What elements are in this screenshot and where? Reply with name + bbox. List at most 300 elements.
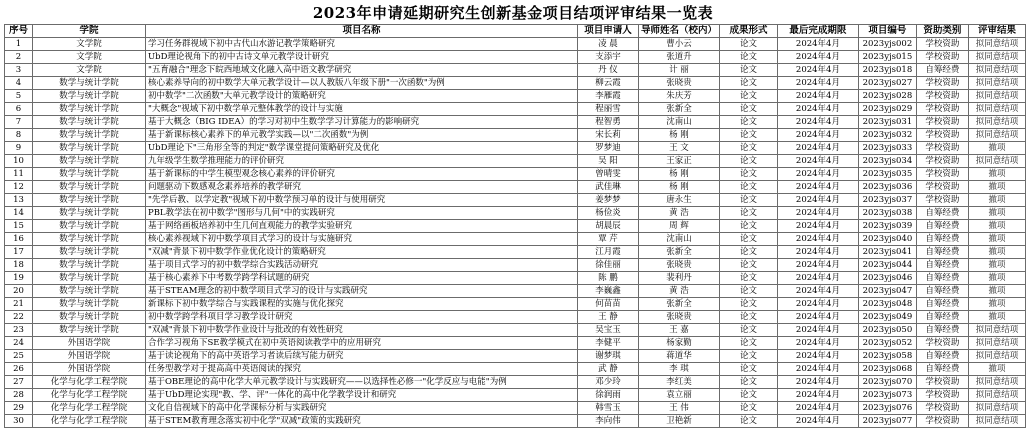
cell-project-name[interactable]: 九年级学生数学推理能力的评价研究 xyxy=(145,155,577,168)
cell-output-form[interactable]: 论文 xyxy=(719,272,777,285)
cell-advisor[interactable]: 杨 刚 xyxy=(638,129,719,142)
cell-review-result[interactable]: 撤项 xyxy=(968,142,1025,155)
cell-project-name[interactable]: UbD理论视角下的初中古诗文单元教学设计研究 xyxy=(145,51,577,64)
cell-output-form[interactable]: 论文 xyxy=(719,259,777,272)
cell-applicant[interactable]: 李巍鑫 xyxy=(577,285,638,298)
cell-number[interactable]: 17 xyxy=(5,246,33,259)
cell-deadline[interactable]: 2024年4月 xyxy=(777,389,858,402)
cell-applicant[interactable]: 江月霞 xyxy=(577,246,638,259)
cell-output-form[interactable]: 论文 xyxy=(719,311,777,324)
cell-output-form[interactable]: 论文 xyxy=(719,64,777,77)
cell-number[interactable]: 14 xyxy=(5,207,33,220)
cell-deadline[interactable]: 2024年4月 xyxy=(777,259,858,272)
cell-college[interactable]: 数学与统计学院 xyxy=(32,233,145,246)
cell-number[interactable]: 18 xyxy=(5,259,33,272)
cell-review-result[interactable]: 拟同意结项 xyxy=(968,415,1025,428)
cell-number[interactable]: 24 xyxy=(5,337,33,350)
cell-project-name[interactable]: "先学后教、以学定教"视域下初中数学预习单的设计与使用研究 xyxy=(145,194,577,207)
cell-college[interactable]: 数学与统计学院 xyxy=(32,207,145,220)
cell-advisor[interactable]: 张道升 xyxy=(638,51,719,64)
cell-review-result[interactable]: 撤项 xyxy=(968,298,1025,311)
cell-output-form[interactable]: 论文 xyxy=(719,103,777,116)
cell-advisor[interactable]: 周 辉 xyxy=(638,220,719,233)
cell-project-name[interactable]: 基于UbD理论实现"教、学、评"一体化的高中化学教学设计和研究 xyxy=(145,389,577,402)
cell-project-name[interactable]: 新课标下初中数学综合与实践课程的实施与优化探究 xyxy=(145,298,577,311)
cell-review-result[interactable]: 撤项 xyxy=(968,259,1025,272)
column-header-advisor[interactable]: 导师姓名（校内） xyxy=(638,25,719,38)
cell-project-code[interactable]: 2023yjs073 xyxy=(858,389,916,402)
cell-funding-type[interactable]: 学校资助 xyxy=(916,142,968,155)
cell-output-form[interactable]: 论文 xyxy=(719,415,777,428)
cell-funding-type[interactable]: 学校资助 xyxy=(916,155,968,168)
cell-funding-type[interactable]: 学校资助 xyxy=(916,168,968,181)
cell-college[interactable]: 数学与统计学院 xyxy=(32,77,145,90)
cell-project-code[interactable]: 2023yjs038 xyxy=(858,207,916,220)
cell-funding-type[interactable]: 学校资助 xyxy=(916,90,968,103)
cell-college[interactable]: 数学与统计学院 xyxy=(32,285,145,298)
cell-deadline[interactable]: 2024年4月 xyxy=(777,103,858,116)
cell-funding-type[interactable]: 学校资助 xyxy=(916,389,968,402)
cell-number[interactable]: 20 xyxy=(5,285,33,298)
cell-funding-type[interactable]: 自筹经费 xyxy=(916,350,968,363)
cell-project-code[interactable]: 2023yjs036 xyxy=(858,181,916,194)
cell-applicant[interactable]: 程智勇 xyxy=(577,116,638,129)
cell-applicant[interactable]: 何苗苗 xyxy=(577,298,638,311)
cell-project-name[interactable]: 基于STEM教育理念落实初中化学"双减"政策的实践研究 xyxy=(145,415,577,428)
cell-project-name[interactable]: 基于STEAM理念的初中数学项目式学习的设计与实践研究 xyxy=(145,285,577,298)
cell-advisor[interactable]: 王 伟 xyxy=(638,402,719,415)
cell-project-code[interactable]: 2023yjs041 xyxy=(858,246,916,259)
cell-review-result[interactable]: 撤项 xyxy=(968,194,1025,207)
cell-funding-type[interactable]: 学校资助 xyxy=(916,415,968,428)
cell-deadline[interactable]: 2024年4月 xyxy=(777,298,858,311)
cell-applicant[interactable]: 支添宇 xyxy=(577,51,638,64)
cell-project-name[interactable]: 问题驱动下数感观念素养培养的教学研究 xyxy=(145,181,577,194)
cell-review-result[interactable]: 撤项 xyxy=(968,363,1025,376)
cell-funding-type[interactable]: 学校资助 xyxy=(916,194,968,207)
cell-project-name[interactable]: "大概念"视域下初中数学单元整体教学的设计与实施 xyxy=(145,103,577,116)
cell-applicant[interactable]: 李向伟 xyxy=(577,415,638,428)
cell-deadline[interactable]: 2024年4月 xyxy=(777,38,858,51)
cell-funding-type[interactable]: 自筹经费 xyxy=(916,311,968,324)
cell-deadline[interactable]: 2024年4月 xyxy=(777,363,858,376)
cell-applicant[interactable]: 宋长莉 xyxy=(577,129,638,142)
cell-project-code[interactable]: 2023yjs015 xyxy=(858,51,916,64)
cell-review-result[interactable]: 拟同意结项 xyxy=(968,64,1025,77)
cell-deadline[interactable]: 2024年4月 xyxy=(777,116,858,129)
column-header-college[interactable]: 学院 xyxy=(32,25,145,38)
cell-review-result[interactable]: 拟同意结项 xyxy=(968,376,1025,389)
cell-applicant[interactable]: 李健平 xyxy=(577,337,638,350)
cell-number[interactable]: 6 xyxy=(5,103,33,116)
cell-number[interactable]: 8 xyxy=(5,129,33,142)
cell-funding-type[interactable]: 学校资助 xyxy=(916,38,968,51)
cell-deadline[interactable]: 2024年4月 xyxy=(777,415,858,428)
cell-deadline[interactable]: 2024年4月 xyxy=(777,64,858,77)
cell-output-form[interactable]: 论文 xyxy=(719,181,777,194)
cell-funding-type[interactable]: 学校资助 xyxy=(916,77,968,90)
cell-number[interactable]: 5 xyxy=(5,90,33,103)
cell-project-code[interactable]: 2023yjs070 xyxy=(858,376,916,389)
cell-college[interactable]: 数学与统计学院 xyxy=(32,194,145,207)
cell-funding-type[interactable]: 学校资助 xyxy=(916,129,968,142)
cell-project-code[interactable]: 2023yjs031 xyxy=(858,116,916,129)
cell-funding-type[interactable]: 学校资助 xyxy=(916,103,968,116)
cell-applicant[interactable]: 谢梦琪 xyxy=(577,350,638,363)
cell-project-name[interactable]: 基于新课标的中学生模型观念核心素养的评价研究 xyxy=(145,168,577,181)
cell-review-result[interactable]: 拟同意结项 xyxy=(968,103,1025,116)
cell-applicant[interactable]: 吴宝玉 xyxy=(577,324,638,337)
cell-number[interactable]: 27 xyxy=(5,376,33,389)
cell-applicant[interactable]: 陈 鹏 xyxy=(577,272,638,285)
cell-project-code[interactable]: 2023yjs039 xyxy=(858,220,916,233)
cell-number[interactable]: 29 xyxy=(5,402,33,415)
cell-output-form[interactable]: 论文 xyxy=(719,194,777,207)
cell-funding-type[interactable]: 学校资助 xyxy=(916,337,968,350)
cell-project-name[interactable]: 基于项目式学习的初中数学综合实践活动研究 xyxy=(145,259,577,272)
cell-project-code[interactable]: 2023yjs032 xyxy=(858,129,916,142)
cell-output-form[interactable]: 论文 xyxy=(719,142,777,155)
cell-advisor[interactable]: 杨家勤 xyxy=(638,337,719,350)
cell-project-code[interactable]: 2023yjs037 xyxy=(858,194,916,207)
cell-review-result[interactable]: 拟同意结项 xyxy=(968,337,1025,350)
cell-college[interactable]: 数学与统计学院 xyxy=(32,181,145,194)
cell-advisor[interactable]: 李红美 xyxy=(638,376,719,389)
cell-review-result[interactable]: 拟同意结项 xyxy=(968,350,1025,363)
cell-review-result[interactable]: 撤项 xyxy=(968,220,1025,233)
cell-deadline[interactable]: 2024年4月 xyxy=(777,77,858,90)
cell-number[interactable]: 30 xyxy=(5,415,33,428)
cell-project-name[interactable]: 初中数学跨学科项目学习教学设计研究 xyxy=(145,311,577,324)
column-header-no[interactable]: 序号 xyxy=(5,25,33,38)
cell-applicant[interactable]: 覃 芹 xyxy=(577,233,638,246)
cell-project-code[interactable]: 2023yjs049 xyxy=(858,311,916,324)
cell-applicant[interactable]: 韩雪玉 xyxy=(577,402,638,415)
cell-project-name[interactable]: "双减"背景下初中数学作业优化设计的策略研究 xyxy=(145,246,577,259)
cell-funding-type[interactable]: 自筹经费 xyxy=(916,64,968,77)
cell-applicant[interactable]: 邓少玲 xyxy=(577,376,638,389)
cell-college[interactable]: 外国语学院 xyxy=(32,363,145,376)
cell-review-result[interactable]: 撤项 xyxy=(968,207,1025,220)
cell-applicant[interactable]: 王 静 xyxy=(577,311,638,324)
cell-number[interactable]: 7 xyxy=(5,116,33,129)
cell-applicant[interactable]: 罗梦迪 xyxy=(577,142,638,155)
cell-number[interactable]: 2 xyxy=(5,51,33,64)
cell-funding-type[interactable]: 自筹经费 xyxy=(916,246,968,259)
cell-deadline[interactable]: 2024年4月 xyxy=(777,129,858,142)
cell-funding-type[interactable]: 学校资助 xyxy=(916,116,968,129)
cell-funding-type[interactable]: 自筹经费 xyxy=(916,363,968,376)
cell-project-name[interactable]: 基于核心素养下中考数学跨学科试题的研究 xyxy=(145,272,577,285)
cell-output-form[interactable]: 论文 xyxy=(719,298,777,311)
cell-project-name[interactable]: 基于读论视角下的高中英语学习者读后续写能力研究 xyxy=(145,350,577,363)
cell-advisor[interactable]: 袁立丽 xyxy=(638,389,719,402)
cell-funding-type[interactable]: 学校资助 xyxy=(916,402,968,415)
cell-college[interactable]: 数学与统计学院 xyxy=(32,168,145,181)
cell-review-result[interactable]: 拟同意结项 xyxy=(968,402,1025,415)
cell-funding-type[interactable]: 学校资助 xyxy=(916,181,968,194)
cell-project-code[interactable]: 2023yjs034 xyxy=(858,155,916,168)
cell-deadline[interactable]: 2024年4月 xyxy=(777,311,858,324)
cell-applicant[interactable]: 凌 晨 xyxy=(577,38,638,51)
cell-deadline[interactable]: 2024年4月 xyxy=(777,51,858,64)
cell-deadline[interactable]: 2024年4月 xyxy=(777,337,858,350)
cell-project-code[interactable]: 2023yjs002 xyxy=(858,38,916,51)
column-header-code[interactable]: 项目编号 xyxy=(858,25,916,38)
cell-advisor[interactable]: 张新全 xyxy=(638,246,719,259)
cell-output-form[interactable]: 论文 xyxy=(719,38,777,51)
cell-deadline[interactable]: 2024年4月 xyxy=(777,272,858,285)
cell-project-name[interactable]: 基于OBE理论的高中化学大单元教学设计与实践研究——以选择性必修一"化学反应与电能"为例 xyxy=(145,376,577,389)
cell-advisor[interactable]: 裴利丹 xyxy=(638,272,719,285)
cell-advisor[interactable]: 张新全 xyxy=(638,103,719,116)
column-header-fund[interactable]: 资助类别 xyxy=(916,25,968,38)
cell-project-code[interactable]: 2023yjs048 xyxy=(858,298,916,311)
cell-advisor[interactable]: 李 琪 xyxy=(638,363,719,376)
cell-college[interactable]: 外国语学院 xyxy=(32,350,145,363)
cell-project-code[interactable]: 2023yjs076 xyxy=(858,402,916,415)
cell-deadline[interactable]: 2024年4月 xyxy=(777,220,858,233)
cell-advisor[interactable]: 杨 刚 xyxy=(638,168,719,181)
cell-funding-type[interactable]: 自筹经费 xyxy=(916,233,968,246)
cell-project-name[interactable]: 核心素养视域下初中数学项目式学习的设计与实施研究 xyxy=(145,233,577,246)
cell-advisor[interactable]: 蒋道华 xyxy=(638,350,719,363)
cell-project-name[interactable]: 初中数学"二次函数"大单元教学设计的策略研究 xyxy=(145,90,577,103)
cell-advisor[interactable]: 杨 刚 xyxy=(638,181,719,194)
cell-deadline[interactable]: 2024年4月 xyxy=(777,168,858,181)
cell-project-code[interactable]: 2023yjs035 xyxy=(858,168,916,181)
cell-applicant[interactable]: 姜梦梦 xyxy=(577,194,638,207)
cell-advisor[interactable]: 张晓贵 xyxy=(638,77,719,90)
cell-output-form[interactable]: 论文 xyxy=(719,51,777,64)
cell-funding-type[interactable]: 自筹经费 xyxy=(916,207,968,220)
cell-output-form[interactable]: 论文 xyxy=(719,168,777,181)
cell-output-form[interactable]: 论文 xyxy=(719,389,777,402)
cell-advisor[interactable]: 唐永生 xyxy=(638,194,719,207)
cell-project-code[interactable]: 2023yjs028 xyxy=(858,90,916,103)
cell-college[interactable]: 数学与统计学院 xyxy=(32,90,145,103)
cell-output-form[interactable]: 论文 xyxy=(719,246,777,259)
cell-review-result[interactable]: 撤项 xyxy=(968,285,1025,298)
cell-applicant[interactable]: 徐润雨 xyxy=(577,389,638,402)
cell-review-result[interactable]: 撤项 xyxy=(968,246,1025,259)
cell-project-name[interactable]: 核心素养导向的初中数学大单元教学设计—以人教版八年级下册"一次函数"为例 xyxy=(145,77,577,90)
cell-project-name[interactable]: UbD理论下"三角形全等的判定"数学课堂提问策略研究及优化 xyxy=(145,142,577,155)
cell-output-form[interactable]: 论文 xyxy=(719,220,777,233)
cell-applicant[interactable]: 武佳琳 xyxy=(577,181,638,194)
cell-applicant[interactable]: 杨俭炎 xyxy=(577,207,638,220)
cell-college[interactable]: 化学与化学工程学院 xyxy=(32,376,145,389)
cell-project-name[interactable]: 基于大概念（BIG IDEA）的学习对初中生数学学习计算能力的影响研究 xyxy=(145,116,577,129)
cell-applicant[interactable]: 武 静 xyxy=(577,363,638,376)
cell-deadline[interactable]: 2024年4月 xyxy=(777,142,858,155)
cell-output-form[interactable]: 论文 xyxy=(719,363,777,376)
cell-review-result[interactable]: 撤项 xyxy=(968,311,1025,324)
cell-project-name[interactable]: 基于新课标核心素养下的单元教学实践—以"二次函数"为例 xyxy=(145,129,577,142)
cell-project-name[interactable]: PBL教学法在初中数学"图形与几何"中的实践研究 xyxy=(145,207,577,220)
cell-number[interactable]: 13 xyxy=(5,194,33,207)
cell-output-form[interactable]: 论文 xyxy=(719,376,777,389)
cell-project-code[interactable]: 2023yjs033 xyxy=(858,142,916,155)
cell-review-result[interactable]: 拟同意结项 xyxy=(968,51,1025,64)
cell-college[interactable]: 外国语学院 xyxy=(32,337,145,350)
cell-project-code[interactable]: 2023yjs046 xyxy=(858,272,916,285)
cell-number[interactable]: 28 xyxy=(5,389,33,402)
cell-review-result[interactable]: 拟同意结项 xyxy=(968,38,1025,51)
cell-advisor[interactable]: 张晓贵 xyxy=(638,311,719,324)
cell-deadline[interactable]: 2024年4月 xyxy=(777,194,858,207)
cell-project-code[interactable]: 2023yjs029 xyxy=(858,103,916,116)
cell-deadline[interactable]: 2024年4月 xyxy=(777,90,858,103)
cell-funding-type[interactable]: 学校资助 xyxy=(916,51,968,64)
cell-deadline[interactable]: 2024年4月 xyxy=(777,155,858,168)
cell-output-form[interactable]: 论文 xyxy=(719,207,777,220)
cell-advisor[interactable]: 卫艳新 xyxy=(638,415,719,428)
cell-review-result[interactable]: 拟同意结项 xyxy=(968,90,1025,103)
cell-advisor[interactable]: 朱庆芳 xyxy=(638,90,719,103)
cell-advisor[interactable]: 王家正 xyxy=(638,155,719,168)
cell-output-form[interactable]: 论文 xyxy=(719,116,777,129)
cell-applicant[interactable]: 柳云霞 xyxy=(577,77,638,90)
column-header-project[interactable]: 项目名称 xyxy=(145,25,577,38)
cell-college[interactable]: 数学与统计学院 xyxy=(32,311,145,324)
cell-college[interactable]: 数学与统计学院 xyxy=(32,259,145,272)
cell-project-code[interactable]: 2023yjs068 xyxy=(858,363,916,376)
cell-funding-type[interactable]: 自筹经费 xyxy=(916,220,968,233)
cell-college[interactable]: 化学与化学工程学院 xyxy=(32,389,145,402)
cell-funding-type[interactable]: 学校资助 xyxy=(916,376,968,389)
cell-applicant[interactable]: 徐佳丽 xyxy=(577,259,638,272)
cell-college[interactable]: 化学与化学工程学院 xyxy=(32,402,145,415)
cell-college[interactable]: 数学与统计学院 xyxy=(32,298,145,311)
cell-college[interactable]: 数学与统计学院 xyxy=(32,129,145,142)
cell-advisor[interactable]: 计 丽 xyxy=(638,64,719,77)
cell-output-form[interactable]: 论文 xyxy=(719,402,777,415)
cell-number[interactable]: 22 xyxy=(5,311,33,324)
cell-output-form[interactable]: 论文 xyxy=(719,77,777,90)
cell-output-form[interactable]: 论文 xyxy=(719,337,777,350)
cell-output-form[interactable]: 论文 xyxy=(719,285,777,298)
cell-advisor[interactable]: 曹小云 xyxy=(638,38,719,51)
cell-project-name[interactable]: 任务型教学对于提高高中英语阅读的探究 xyxy=(145,363,577,376)
cell-project-code[interactable]: 2023yjs027 xyxy=(858,77,916,90)
cell-college[interactable]: 数学与统计学院 xyxy=(32,103,145,116)
cell-number[interactable]: 19 xyxy=(5,272,33,285)
cell-applicant[interactable]: 胡晨辰 xyxy=(577,220,638,233)
cell-applicant[interactable]: 丹 仪 xyxy=(577,64,638,77)
cell-deadline[interactable]: 2024年4月 xyxy=(777,350,858,363)
cell-number[interactable]: 4 xyxy=(5,77,33,90)
cell-project-name[interactable]: 文化自信视域下的高中化学课标分析与实践研究 xyxy=(145,402,577,415)
cell-advisor[interactable]: 沈南山 xyxy=(638,116,719,129)
cell-college[interactable]: 数学与统计学院 xyxy=(32,220,145,233)
cell-project-code[interactable]: 2023yjs050 xyxy=(858,324,916,337)
column-header-result[interactable]: 评审结果 xyxy=(968,25,1025,38)
cell-project-code[interactable]: 2023yjs040 xyxy=(858,233,916,246)
cell-number[interactable]: 15 xyxy=(5,220,33,233)
cell-output-form[interactable]: 论文 xyxy=(719,233,777,246)
cell-college[interactable]: 数学与统计学院 xyxy=(32,116,145,129)
cell-review-result[interactable]: 撤项 xyxy=(968,233,1025,246)
cell-deadline[interactable]: 2024年4月 xyxy=(777,324,858,337)
cell-advisor[interactable]: 张晓贵 xyxy=(638,259,719,272)
cell-number[interactable]: 9 xyxy=(5,142,33,155)
cell-review-result[interactable]: 拟同意结项 xyxy=(968,155,1025,168)
cell-applicant[interactable]: 吴 阳 xyxy=(577,155,638,168)
cell-number[interactable]: 1 xyxy=(5,38,33,51)
cell-deadline[interactable]: 2024年4月 xyxy=(777,246,858,259)
cell-output-form[interactable]: 论文 xyxy=(719,90,777,103)
cell-number[interactable]: 12 xyxy=(5,181,33,194)
cell-output-form[interactable]: 论文 xyxy=(719,155,777,168)
cell-college[interactable]: 数学与统计学院 xyxy=(32,155,145,168)
column-header-form[interactable]: 成果形式 xyxy=(719,25,777,38)
cell-funding-type[interactable]: 自筹经费 xyxy=(916,298,968,311)
cell-advisor[interactable]: 黄 浩 xyxy=(638,207,719,220)
cell-deadline[interactable]: 2024年4月 xyxy=(777,207,858,220)
cell-deadline[interactable]: 2024年4月 xyxy=(777,402,858,415)
cell-project-code[interactable]: 2023yjs018 xyxy=(858,64,916,77)
cell-advisor[interactable]: 王 文 xyxy=(638,142,719,155)
column-header-leader[interactable]: 项目申请人 xyxy=(577,25,638,38)
cell-project-code[interactable]: 2023yjs047 xyxy=(858,285,916,298)
cell-funding-type[interactable]: 自筹经费 xyxy=(916,324,968,337)
cell-applicant[interactable]: 曾晴雯 xyxy=(577,168,638,181)
cell-college[interactable]: 数学与统计学院 xyxy=(32,246,145,259)
cell-number[interactable]: 26 xyxy=(5,363,33,376)
cell-number[interactable]: 23 xyxy=(5,324,33,337)
cell-deadline[interactable]: 2024年4月 xyxy=(777,181,858,194)
cell-college[interactable]: 文学院 xyxy=(32,64,145,77)
cell-number[interactable]: 16 xyxy=(5,233,33,246)
cell-advisor[interactable]: 王 嘉 xyxy=(638,324,719,337)
cell-project-code[interactable]: 2023yjs052 xyxy=(858,337,916,350)
cell-output-form[interactable]: 论文 xyxy=(719,350,777,363)
cell-review-result[interactable]: 撤项 xyxy=(968,168,1025,181)
cell-college[interactable]: 数学与统计学院 xyxy=(32,324,145,337)
cell-number[interactable]: 21 xyxy=(5,298,33,311)
cell-project-name[interactable]: "双减"背景下初中数学作业设计与批改的有效性研究 xyxy=(145,324,577,337)
cell-review-result[interactable]: 拟同意结项 xyxy=(968,129,1025,142)
cell-advisor[interactable]: 张新全 xyxy=(638,298,719,311)
cell-output-form[interactable]: 论文 xyxy=(719,324,777,337)
cell-project-code[interactable]: 2023yjs077 xyxy=(858,415,916,428)
cell-applicant[interactable]: 李雁霞 xyxy=(577,90,638,103)
cell-college[interactable]: 数学与统计学院 xyxy=(32,272,145,285)
cell-project-code[interactable]: 2023yjs044 xyxy=(858,259,916,272)
cell-review-result[interactable]: 拟同意结项 xyxy=(968,324,1025,337)
cell-number[interactable]: 3 xyxy=(5,64,33,77)
cell-project-name[interactable]: 学习任务群视域下初中古代山水游记教学策略研究 xyxy=(145,38,577,51)
cell-college[interactable]: 文学院 xyxy=(32,38,145,51)
cell-review-result[interactable]: 拟同意结项 xyxy=(968,116,1025,129)
cell-project-name[interactable]: 合作学习视角下SE教学模式在初中英语阅读教学中的应用研究 xyxy=(145,337,577,350)
cell-project-name[interactable]: "五育融合"理念下皖西地域文化融入高中语文教学研究 xyxy=(145,64,577,77)
cell-project-name[interactable]: 基于网络画板培养初中生几何直观能力的教学实验研究 xyxy=(145,220,577,233)
cell-funding-type[interactable]: 自筹经费 xyxy=(916,285,968,298)
cell-advisor[interactable]: 沈南山 xyxy=(638,233,719,246)
column-header-deadline[interactable]: 最后完成期限 xyxy=(777,25,858,38)
cell-deadline[interactable]: 2024年4月 xyxy=(777,233,858,246)
cell-number[interactable]: 11 xyxy=(5,168,33,181)
cell-deadline[interactable]: 2024年4月 xyxy=(777,285,858,298)
cell-funding-type[interactable]: 自筹经费 xyxy=(916,259,968,272)
cell-college[interactable]: 化学与化学工程学院 xyxy=(32,415,145,428)
cell-number[interactable]: 25 xyxy=(5,350,33,363)
cell-deadline[interactable]: 2024年4月 xyxy=(777,376,858,389)
cell-college[interactable]: 文学院 xyxy=(32,51,145,64)
cell-number[interactable]: 10 xyxy=(5,155,33,168)
